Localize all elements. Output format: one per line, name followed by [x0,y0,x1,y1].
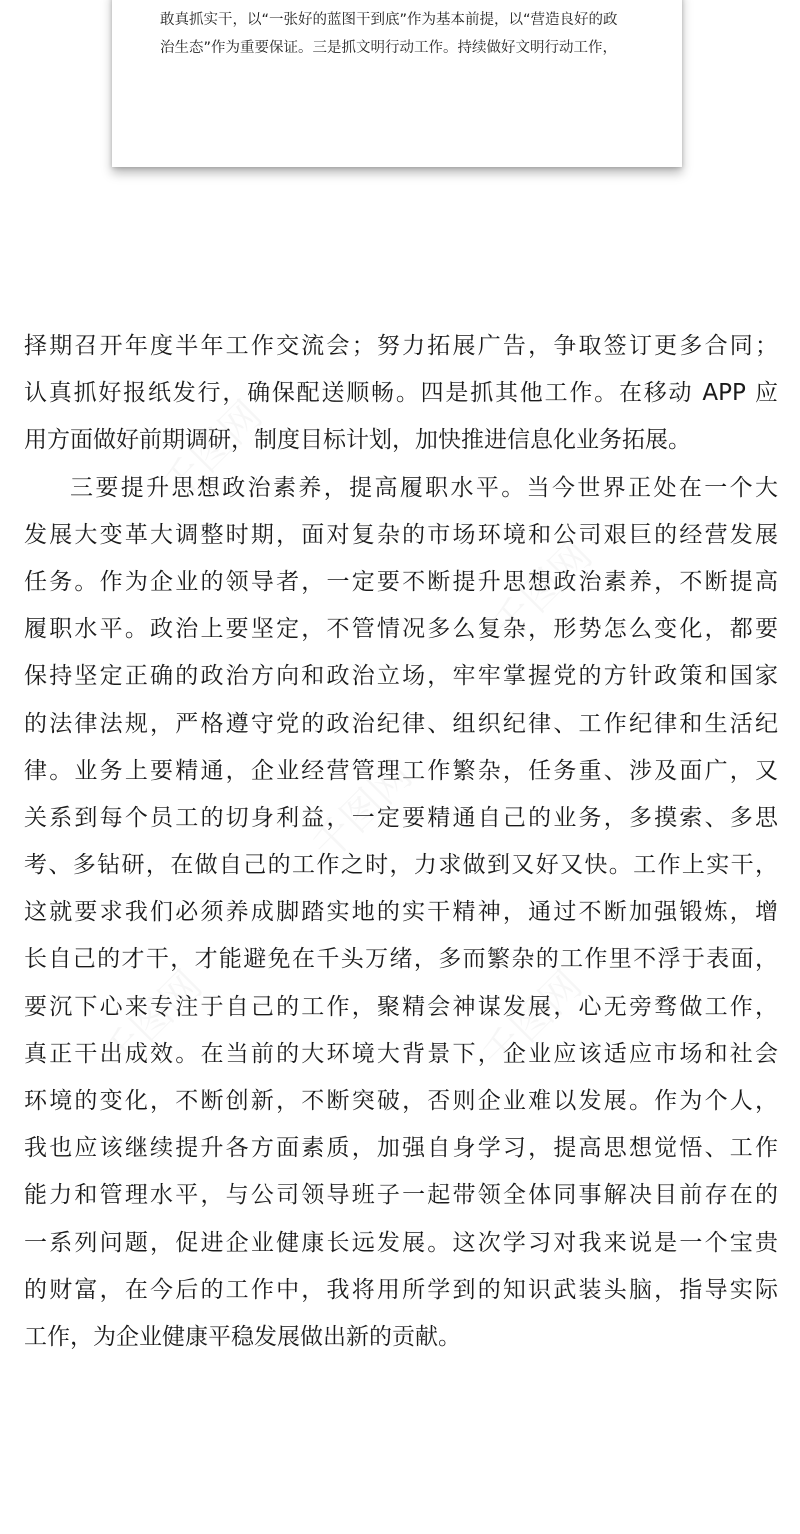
paragraph-line: 发展大变革大调整时期，面对复杂的市场环境和公司艰巨的经营发展 [24,521,778,548]
paragraph-line: 三要提升思想政治素养，提高履职水平。当今世界正处在一个大 [70,474,778,501]
paragraph-line: 认真抓好报纸发行，确保配送顺畅。四是抓其他工作。在移动 APP 应 [24,380,778,407]
paragraph-line: 的法律法规，严格遵守党的政治纪律、组织纪律、工作纪律和生活纪 [24,710,778,737]
paragraph-line: 我也应该继续提升各方面素质，加强自身学习，提高思想觉悟、工作 [24,1135,778,1162]
paragraph-line: 律。业务上要精通，企业经营管理工作繁杂，任务重、涉及面广，又 [24,757,778,784]
preview-text [160,0,646,62]
paragraph-line: 一系列问题，促进企业健康长远发展。这次学习对我来说是一个宝贵 [24,1229,778,1256]
preview-line: 敢真抓实干，以“一张好的蓝图干到底”作为基本前提，以“营造良好的政 [160,12,618,28]
paragraph-line: 环境的变化，不断创新，不断突破，否则企业难以发展。作为个人， [24,1088,778,1114]
paragraph-line: 保持坚定正确的政治方向和政治立场，牢牢掌握党的方针政策和国家 [24,663,778,690]
paragraph-line: 择期召开年度半年工作交流会；努力拓展广告，争取签订更多合同； [24,333,778,359]
paragraph-line: 考、多钻研，在做自己的工作之时，力求做到又好又快。工作上实干， [24,852,778,879]
paragraph-line: 履职水平。政治上要坚定，不管情况多么复杂，形势怎么变化，都要 [24,616,778,643]
paragraph-line: 长自己的才干，才能避免在千头万绪，多而繁杂的工作里不浮于表面， [24,946,778,973]
paragraph-line: 用方面做好前期调研，制度目标计划，加快推进信息化业务拓展。 [24,427,691,454]
paragraph-line: 能力和管理水平，与公司领导班子一起带领全体同事解决目前存在的 [24,1182,778,1209]
document-preview-card [112,0,682,167]
paragraph-line: 任务。作为企业的领导者，一定要不断提升思想政治素养，不断提高 [24,568,778,595]
paragraph-line: 的财富，在今后的工作中，我将用所学到的知识武装头脑，指导实际 [24,1276,778,1303]
paragraph-line: 关系到每个员工的切身利益，一定要精通自己的业务，多摸索、多思 [24,804,778,831]
paragraph-line: 要沉下心来专注于自己的工作，聚精会神谋发展，心无旁骛做工作， [24,993,778,1020]
paragraph-line: 真正干出成效。在当前的大环境大背景下，企业应该适应市场和社会 [24,1040,778,1067]
article-body [24,323,778,1361]
paragraph-line: 工作，为企业健康平稳发展做出新的贡献。 [24,1323,461,1350]
paragraph-line: 这就要求我们必须养成脚踏实地的实干精神，通过不断加强锻炼，增 [24,899,778,926]
preview-line: 治生态”作为重要保证。三是抓文明行动工作。持续做好文明行动工作， [160,40,618,56]
